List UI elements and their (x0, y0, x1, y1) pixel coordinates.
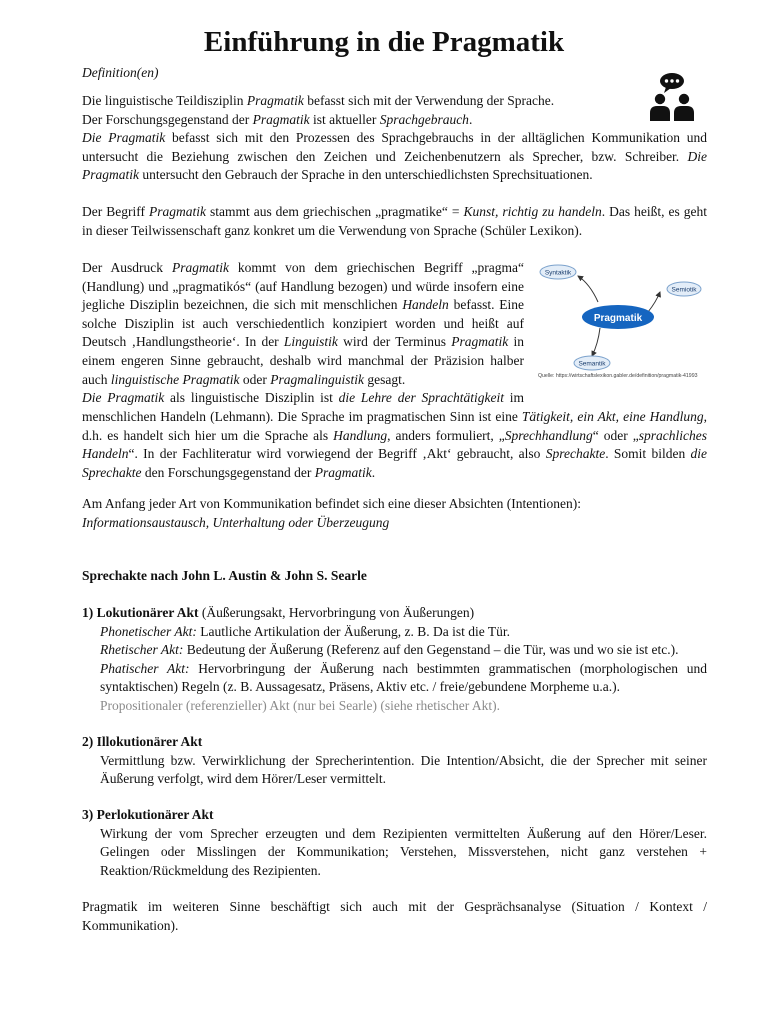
svg-text:Semiotik: Semiotik (671, 286, 697, 294)
page-title: Einführung in die Pragmatik (203, 26, 565, 58)
section-heading: Sprechakte nach John L. Austin & John S. Searle (82, 568, 367, 583)
etymology-paragraph: Der Begriff Pragmatik stammt aus dem griechischen „pragmatike“ = Kunst, richtig zu handeln. Das heißt, es geht in dieser Teilwissenschaft ganz konkret um die Verwendung von Sprache (Schüler Lexikon). (82, 204, 707, 238)
act-1-item: Rhetischer Akt: Bedeutung der Äußerung (Referenz auf den Gegenstand – die Tür, was und wo sie ist etc.). (100, 642, 679, 658)
intentions-paragraph: Am Anfang jeder Art von Kommunikation befindet sich eine dieser Absichten (Intentionen): Informationsaustausch, Unterhaltung oder Überzeugung (82, 496, 582, 530)
act-2-heading: 2) Illokutionärer Akt (82, 734, 203, 749)
act-1: 1) Lokutionärer Akt (Äußerungsakt, Hervorbringung von Äußerungen) Phonetischer Akt: Lautliche Artikulation der Äußerung, z. B. Da ist die Tür. Rhetischer Akt: Bedeutung der Äußerung (Referenz auf den Gegenstand – die Tür, was und wo sie ist etc.). Phatischer Akt: Hervorbringung der Äußerung nach bestimmten grammatischen (morphologischen und syntaktischen) Regeln (z. B. Aussagesatz, Präsens, Aktiv etc. / freie/gebundene Morpheme u.a.). Propositionaler (referenzieller) Akt (nur bei Searle) (siehe rhetischer Akt). (82, 604, 707, 716)
closing-paragraph: Pragmatik im weiteren Sinne beschäftigt sich auch mit der Gesprächsanalyse (Situation / Kontext / Kommunikation). (82, 899, 707, 933)
svg-text:Syntaktik: Syntaktik (544, 269, 572, 277)
term-paragraph: Der Ausdruck Pragmatik kommt von dem griechischen Begriff „pragma“ (Handlung) und „pragmatikós“ (auf Handlung bezogen) und würde insofern eine jegliche Disziplin bezeichnen, die sich mit menschlichen Handeln befasst. Eine solche Disziplin ist auch verschiedentlich konzipiert worden und heißt auf Deutsch ‚Handlungstheorie‘. In der Linguistik wird der Terminus Pragmatik in einem engeren Sinne gebraucht, deshalb wird manchmal der Präzision halber auch linguistische Pragmatik oder Pragmalinguistik gesagt. Die Pragmatik als linguistische Disziplin ist die Lehre der Sprachtätigkeit im (82, 260, 525, 406)
svg-text:Pragmatik: Pragmatik (593, 313, 643, 324)
act-2: 2) Illokutionärer Akt Vermittlung bzw. Verwirklichung der Sprecherintention. Die Intention/Absicht, die der Sprecher mit seiner Äußerung verfolgt, wird dem Hörer/Leser vermittelt. (82, 734, 707, 787)
svg-text:Semantik: Semantik (578, 360, 606, 368)
node-semantik (574, 356, 610, 370)
act-1-note: Propositionaler (referenzieller) Akt (nur bei Searle) (siehe rhetischer Akt). (100, 697, 500, 713)
act-1-item: Phonetischer Akt: Lautliche Artikulation der Äußerung, z. B. Da ist die Tür. (100, 623, 511, 639)
node-syntaktik (540, 265, 576, 279)
definition-paragraph-continued: Die Pragmatik befasst sich mit den Prozessen des Sprachgebrauchs in der alltäglichen Kommunikation und untersucht die Beziehung zwischen den Zeichen und Zeichenbenutzern als Sprecher, bzw. Schreiber. Die Pragmatik untersucht den Gebrauch der Sprache in den unterschiedlichsten Sprechsituationen. (82, 130, 707, 183)
definition-heading: Definition(en) (82, 65, 159, 80)
edge-pragmatik-semiotik (648, 292, 660, 312)
pragmatics-diagram (538, 262, 702, 384)
act-1-item: Phatischer Akt: Hervorbringung der Äußerung nach bestimmten grammatischen (morphologischen und syntaktischen) Regeln (z. B. Aussagesatz, Präsens, Aktiv etc. / freie/gebundene Morpheme u.a.). (100, 660, 707, 695)
two-people-speech-bubble-icon (649, 72, 695, 122)
definition-paragraph: Die linguistische Teildisziplin Pragmatik befasst sich mit der Verwendung der Sprache. Der Forschungsgegenstand der Pragmatik ist aktueller Sprachgebrauch. (82, 93, 555, 127)
act-1-heading: 1) Lokutionärer Akt (82, 605, 199, 620)
node-pragmatik (582, 305, 654, 329)
act-3-heading: 3) Perlokutionärer Akt (82, 807, 214, 822)
node-semiotik (667, 282, 701, 296)
term-paragraph-continued: menschlichen Handeln (Lehmann). Die Sprache im pragmatischen Sinn ist eine Tätigkeit, ein Akt, eine Handlung, d.h. es handelt sich hier um die Sprache als Handlung, anders formuliert, „Sprechhandlung“ oder „sprachliches Handeln“. In der Fachliteratur wird vorwiegend der Begriff ‚Akt‘ gebraucht, also Sprechakte. Somit bilden die Sprechakte den Forschungsgegenstand der Pragmatik. (82, 409, 708, 480)
act-3: 3) Perlokutionärer Akt Wirkung der vom Sprecher erzeugten und dem Rezipienten vermittelten Äußerung auf den Hörer/Leser. Gelingen oder Misslingen der Kommunikation; Verstehen, Missverstehen, nicht ganz verstehen + Reaktion/Rückmeldung des Rezipienten. (82, 807, 707, 878)
edge-pragmatik-semantik (592, 328, 600, 356)
diagram-caption: Quelle: https://wirtschaftslexikon.gabler.de/definition/pragmatik-41993 (538, 373, 698, 379)
edge-pragmatik-syntaktik (578, 276, 598, 302)
